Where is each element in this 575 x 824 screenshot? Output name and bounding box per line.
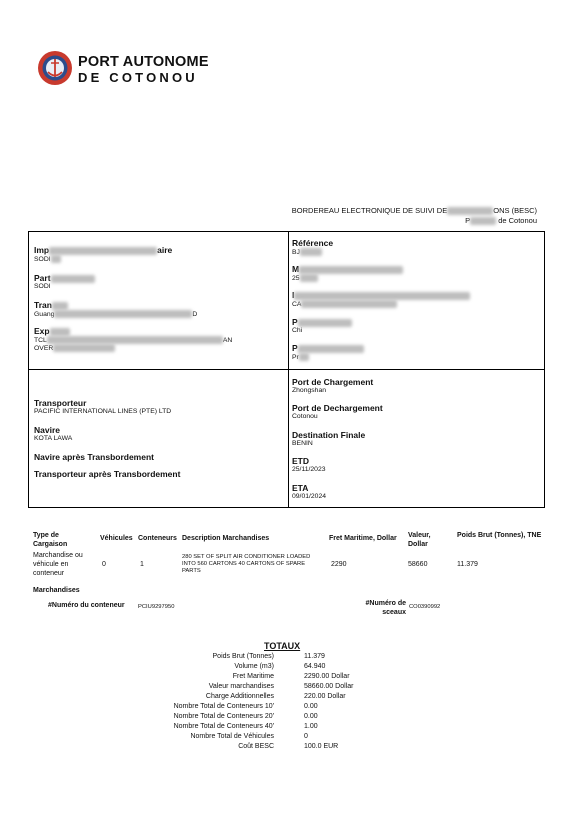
transporteur-block bbox=[34, 398, 171, 415]
part-label: Part bbox=[34, 273, 51, 283]
row-type: Marchandise ou véhicule en conteneur bbox=[33, 552, 83, 577]
redaction bbox=[49, 247, 157, 255]
header-line1a: BORDEREAU ELECTRONIQUE DE SUIVI DE bbox=[291, 206, 448, 215]
redaction bbox=[54, 310, 192, 318]
redaction bbox=[298, 345, 364, 353]
reference-value: BJ bbox=[292, 248, 300, 256]
eta-label: ETA bbox=[292, 483, 309, 493]
divider-horizontal bbox=[28, 369, 545, 370]
col-poids-header: Poids Brut (Tonnes), TNE bbox=[457, 532, 542, 539]
num-sceaux-value: CO0390992 bbox=[409, 604, 441, 610]
reference-label: Référence bbox=[292, 238, 334, 248]
p2-block bbox=[292, 343, 364, 361]
redaction bbox=[47, 336, 223, 344]
num-conteneur-label: #Numéro du conteneur bbox=[48, 602, 125, 609]
i-value: CA bbox=[292, 300, 302, 308]
eta-value: 09/01/2024 bbox=[292, 493, 327, 500]
totaux-value: 58660.00 Dollar bbox=[304, 683, 354, 690]
totaux-label: Nombre Total de Véhicules bbox=[190, 733, 274, 740]
totaux-label: Nombre Total de Conteneurs 20' bbox=[173, 713, 274, 720]
document-header bbox=[292, 206, 537, 226]
transporteur-label: Transporteur bbox=[34, 398, 87, 408]
redaction bbox=[50, 328, 70, 336]
totaux-value: 100.0 EUR bbox=[304, 743, 339, 750]
part-block bbox=[34, 273, 95, 290]
redaction bbox=[51, 255, 61, 263]
totaux-label: Volume (m3) bbox=[234, 663, 274, 670]
totaux-value: 2290.00 Dollar bbox=[304, 673, 350, 680]
totaux-label: Charge Additionnelles bbox=[205, 693, 274, 700]
redaction bbox=[51, 275, 95, 283]
totaux-label: Nombre Total de Conteneurs 40' bbox=[173, 723, 274, 730]
col-conteneurs-header: Conteneurs bbox=[138, 535, 177, 542]
redaction bbox=[300, 248, 322, 256]
exp-value-1: TCL bbox=[34, 336, 47, 344]
port-chargement-label: Port de Chargement bbox=[292, 377, 374, 387]
port-dechargement-label: Port de Dechargement bbox=[292, 403, 383, 413]
redaction bbox=[299, 353, 309, 361]
port-logo bbox=[37, 50, 73, 86]
exp-label: Exp bbox=[34, 326, 50, 336]
m-block bbox=[292, 264, 403, 282]
row-valeur: 58660 bbox=[408, 561, 428, 568]
etd-label: ETD bbox=[292, 456, 309, 466]
redaction bbox=[294, 292, 470, 300]
row-vehicules: 0 bbox=[102, 561, 106, 568]
totaux-value: 64.940 bbox=[304, 663, 326, 670]
importer-block bbox=[34, 245, 172, 263]
redaction bbox=[301, 300, 397, 308]
row-conteneurs: 1 bbox=[140, 561, 144, 568]
redaction bbox=[298, 319, 352, 327]
exp-block bbox=[34, 326, 232, 352]
header-line2b: de Cotonou bbox=[498, 216, 537, 225]
eta-block bbox=[292, 483, 326, 500]
redaction bbox=[52, 302, 68, 310]
totaux-label: Poids Brut (Tonnes) bbox=[212, 653, 274, 660]
brand-line-1: PORT AUTONOME bbox=[78, 54, 209, 70]
trans-block bbox=[34, 300, 197, 318]
totaux-value: 0.00 bbox=[304, 713, 318, 720]
totaux-label: Fret Maritime bbox=[232, 673, 274, 680]
etd-block bbox=[292, 456, 326, 473]
importer-label: Imp bbox=[34, 245, 50, 255]
trans-value-end: D bbox=[192, 310, 198, 318]
redaction bbox=[470, 217, 496, 225]
p2-value: Pr bbox=[292, 353, 299, 361]
totaux-label: Coût BESC bbox=[238, 743, 274, 750]
row-description: 280 SET OF SPLIT AIR CONDITIONER LOADED INTO 560 CARTONS 40 CARTONS OF SPARE PARTS bbox=[182, 554, 311, 574]
transporteur-value: PACIFIC INTERNATIONAL LINES (PTE) LTD bbox=[34, 408, 172, 415]
destination-label: Destination Finale bbox=[292, 430, 366, 440]
navire-transbordement-label: Navire après Transbordement bbox=[34, 452, 154, 462]
navire-value: KOTA LAWA bbox=[34, 435, 73, 442]
col-vehicules-header: Véhicules bbox=[100, 535, 133, 542]
header-line1b: ONS (BESC) bbox=[493, 206, 537, 215]
totaux-value: 0.00 bbox=[304, 703, 318, 710]
totaux-value: 11.379 bbox=[304, 653, 325, 660]
col-fret-header: Fret Maritime, Dollar bbox=[329, 535, 397, 542]
totaux-value: 0 bbox=[304, 733, 308, 740]
part-value: SODI bbox=[34, 283, 51, 290]
totaux-label: Valeur marchandises bbox=[208, 683, 274, 690]
totaux-title: TOTAUX bbox=[264, 641, 301, 651]
exp-value-2: OVER bbox=[34, 344, 54, 352]
marchandises-title: Marchandises bbox=[33, 587, 80, 594]
totaux-label: Nombre Total de Conteneurs 10' bbox=[173, 703, 274, 710]
p-label: P bbox=[292, 317, 298, 327]
exp-value-1-end: AN bbox=[222, 336, 233, 344]
row-poids: 11.379 bbox=[457, 561, 478, 568]
navire-block bbox=[34, 425, 72, 442]
destination-block bbox=[292, 430, 365, 447]
redaction bbox=[299, 266, 403, 274]
port-chargement-value: Zhongshan bbox=[292, 387, 327, 394]
p2-label: P bbox=[292, 343, 298, 353]
navire-label: Navire bbox=[34, 425, 60, 435]
trans-label: Tran bbox=[34, 300, 52, 310]
col-description-header: Description Marchandises bbox=[182, 535, 270, 542]
num-sceaux-label: #Numéro de sceaux bbox=[365, 600, 406, 616]
trans-value: Guang bbox=[34, 310, 55, 318]
importer-label-end: aire bbox=[157, 245, 173, 255]
totaux-value: 1.00 bbox=[304, 723, 318, 730]
col-type-header: Type de Cargaison bbox=[33, 532, 68, 548]
col-valeur-header: Valeur, Dollar bbox=[408, 532, 431, 548]
destination-value: BENIN bbox=[292, 440, 313, 447]
m-value: 25 bbox=[292, 274, 300, 282]
i-label: I bbox=[292, 290, 295, 300]
port-dechargement-value: Cotonou bbox=[292, 413, 318, 420]
num-conteneur-value: PCIU9297950 bbox=[138, 604, 175, 610]
redaction bbox=[53, 344, 115, 352]
reference-block bbox=[292, 238, 333, 256]
port-chargement-block bbox=[292, 377, 373, 394]
transporteur-transbordement-label: Transporteur après Transbordement bbox=[34, 469, 181, 479]
port-dechargement-block bbox=[292, 403, 383, 420]
p-block bbox=[292, 317, 352, 334]
etd-value: 25/11/2023 bbox=[292, 466, 326, 473]
redaction bbox=[300, 274, 318, 282]
header-line2a: P bbox=[465, 216, 471, 225]
p-value: Chi bbox=[292, 327, 303, 334]
totaux-value: 220.00 Dollar bbox=[304, 693, 346, 700]
redaction bbox=[447, 207, 493, 215]
importer-value: SODI bbox=[34, 255, 51, 263]
m-label: M bbox=[292, 264, 300, 274]
row-fret: 2290 bbox=[331, 561, 347, 568]
i-block bbox=[292, 290, 470, 308]
brand-line-2: DE COTONOU bbox=[78, 70, 198, 85]
